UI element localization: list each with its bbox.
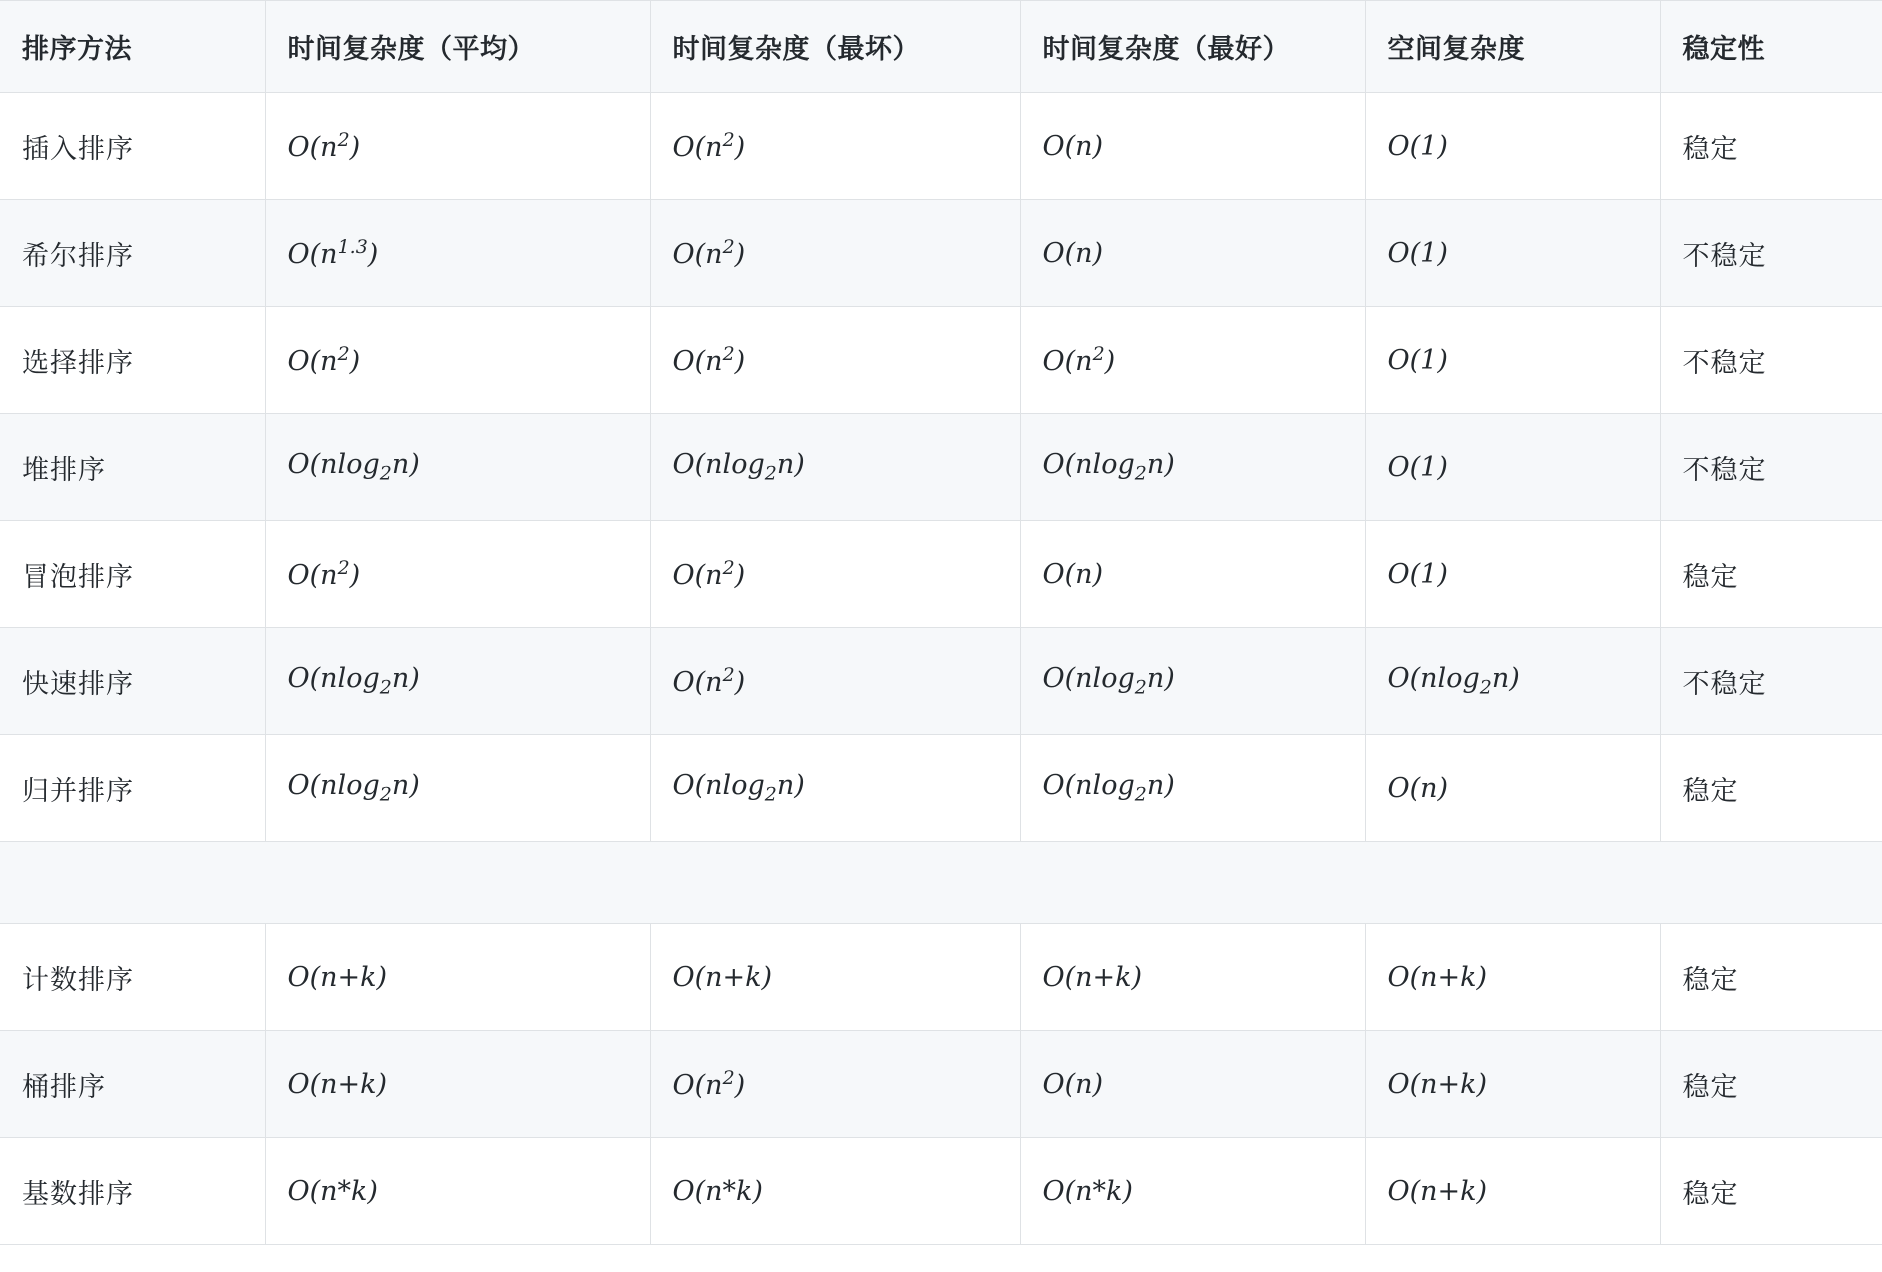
cell-time-worst: $O(n^2)$ [650, 521, 1020, 628]
cell-stability: 稳定 [1660, 735, 1882, 842]
column-header-time-average: 时间复杂度（平均） [265, 1, 650, 93]
cell-sort-method: 基数排序 [0, 1138, 265, 1245]
cell-time-best: O(nlog$_2$n) [1020, 628, 1365, 735]
cell-sort-method: 快速排序 [0, 628, 265, 735]
cell-time-worst: $O(n^2)$ [650, 628, 1020, 735]
cell-time-best: O(n) [1020, 93, 1365, 200]
cell-sort-method: 计数排序 [0, 924, 265, 1031]
cell-space: O(1) [1365, 521, 1660, 628]
table-header-row [0, 1, 1882, 93]
cell-stability: 不稳定 [1660, 414, 1882, 521]
table-header [0, 1, 1882, 93]
cell-time-best: O(n) [1020, 200, 1365, 307]
cell-time-worst: O(n+k) [650, 924, 1020, 1031]
cell-stability: 不稳定 [1660, 307, 1882, 414]
cell-time-average: O(n+k) [265, 1031, 650, 1138]
cell-space: O(nlog$_2$n) [1365, 628, 1660, 735]
cell-time-best: O(n+k) [1020, 924, 1365, 1031]
cell-time-worst: $O(n^2)$ [650, 200, 1020, 307]
cell-space: O(n+k) [1365, 1138, 1660, 1245]
cell-time-worst: $O(n^2)$ [650, 1031, 1020, 1138]
table-body [0, 93, 1882, 1245]
table-row [0, 93, 1882, 200]
table-spacer-row [0, 842, 1882, 924]
cell-space: O(1) [1365, 414, 1660, 521]
table-row [0, 521, 1882, 628]
cell-time-average: $O(n^2)$ [265, 521, 650, 628]
column-header-stability: 稳定性 [1660, 1, 1882, 93]
cell-space: O(1) [1365, 93, 1660, 200]
cell-time-best: O(nlog$_2$n) [1020, 735, 1365, 842]
cell-time-average: O(n+k) [265, 924, 650, 1031]
cell-time-worst: O(nlog$_2$n) [650, 414, 1020, 521]
cell-time-best: O(n) [1020, 1031, 1365, 1138]
cell-sort-method: 希尔排序 [0, 200, 265, 307]
cell-time-worst: $O(n^2)$ [650, 307, 1020, 414]
table-row [0, 307, 1882, 414]
cell-space: O(1) [1365, 307, 1660, 414]
cell-stability: 不稳定 [1660, 200, 1882, 307]
cell-time-best: O(nlog$_2$n) [1020, 414, 1365, 521]
table-row [0, 924, 1882, 1031]
cell-time-best: O(n) [1020, 521, 1365, 628]
cell-time-worst: O(nlog$_2$n) [650, 735, 1020, 842]
cell-sort-method: 冒泡排序 [0, 521, 265, 628]
column-header-time-best: 时间复杂度（最好） [1020, 1, 1365, 93]
cell-space: O(n+k) [1365, 924, 1660, 1031]
cell-time-worst: O(n*k) [650, 1138, 1020, 1245]
cell-time-average: $O(n^2)$ [265, 307, 650, 414]
cell-sort-method: 插入排序 [0, 93, 265, 200]
cell-time-best: O(n*k) [1020, 1138, 1365, 1245]
cell-sort-method: 归并排序 [0, 735, 265, 842]
cell-sort-method: 选择排序 [0, 307, 265, 414]
cell-stability: 稳定 [1660, 924, 1882, 1031]
cell-time-worst: $O(n^2)$ [650, 93, 1020, 200]
column-header-space: 空间复杂度 [1365, 1, 1660, 93]
table-row [0, 200, 1882, 307]
cell-time-average: O(n*k) [265, 1138, 650, 1245]
cell-sort-method: 桶排序 [0, 1031, 265, 1138]
column-header-method: 排序方法 [0, 1, 265, 93]
cell-stability: 稳定 [1660, 93, 1882, 200]
cell-sort-method: 堆排序 [0, 414, 265, 521]
cell-stability: 稳定 [1660, 521, 1882, 628]
cell-time-average: $O(n^2)$ [265, 93, 650, 200]
cell-space: O(1) [1365, 200, 1660, 307]
table-row [0, 1138, 1882, 1245]
cell-time-average: O(nlog$_2$n) [265, 735, 650, 842]
cell-time-best: $O(n^2)$ [1020, 307, 1365, 414]
table-row [0, 628, 1882, 735]
cell-space: O(n+k) [1365, 1031, 1660, 1138]
cell-stability: 不稳定 [1660, 628, 1882, 735]
table-row [0, 735, 1882, 842]
cell-time-average: $O(n^{1.3})$ [265, 200, 650, 307]
cell-stability: 稳定 [1660, 1138, 1882, 1245]
cell-time-average: O(nlog$_2$n) [265, 628, 650, 735]
table-spacer-cell [0, 842, 1882, 924]
cell-stability: 稳定 [1660, 1031, 1882, 1138]
table-row [0, 1031, 1882, 1138]
cell-time-average: O(nlog$_2$n) [265, 414, 650, 521]
column-header-time-worst: 时间复杂度（最坏） [650, 1, 1020, 93]
cell-space: O(n) [1365, 735, 1660, 842]
table-row [0, 414, 1882, 521]
